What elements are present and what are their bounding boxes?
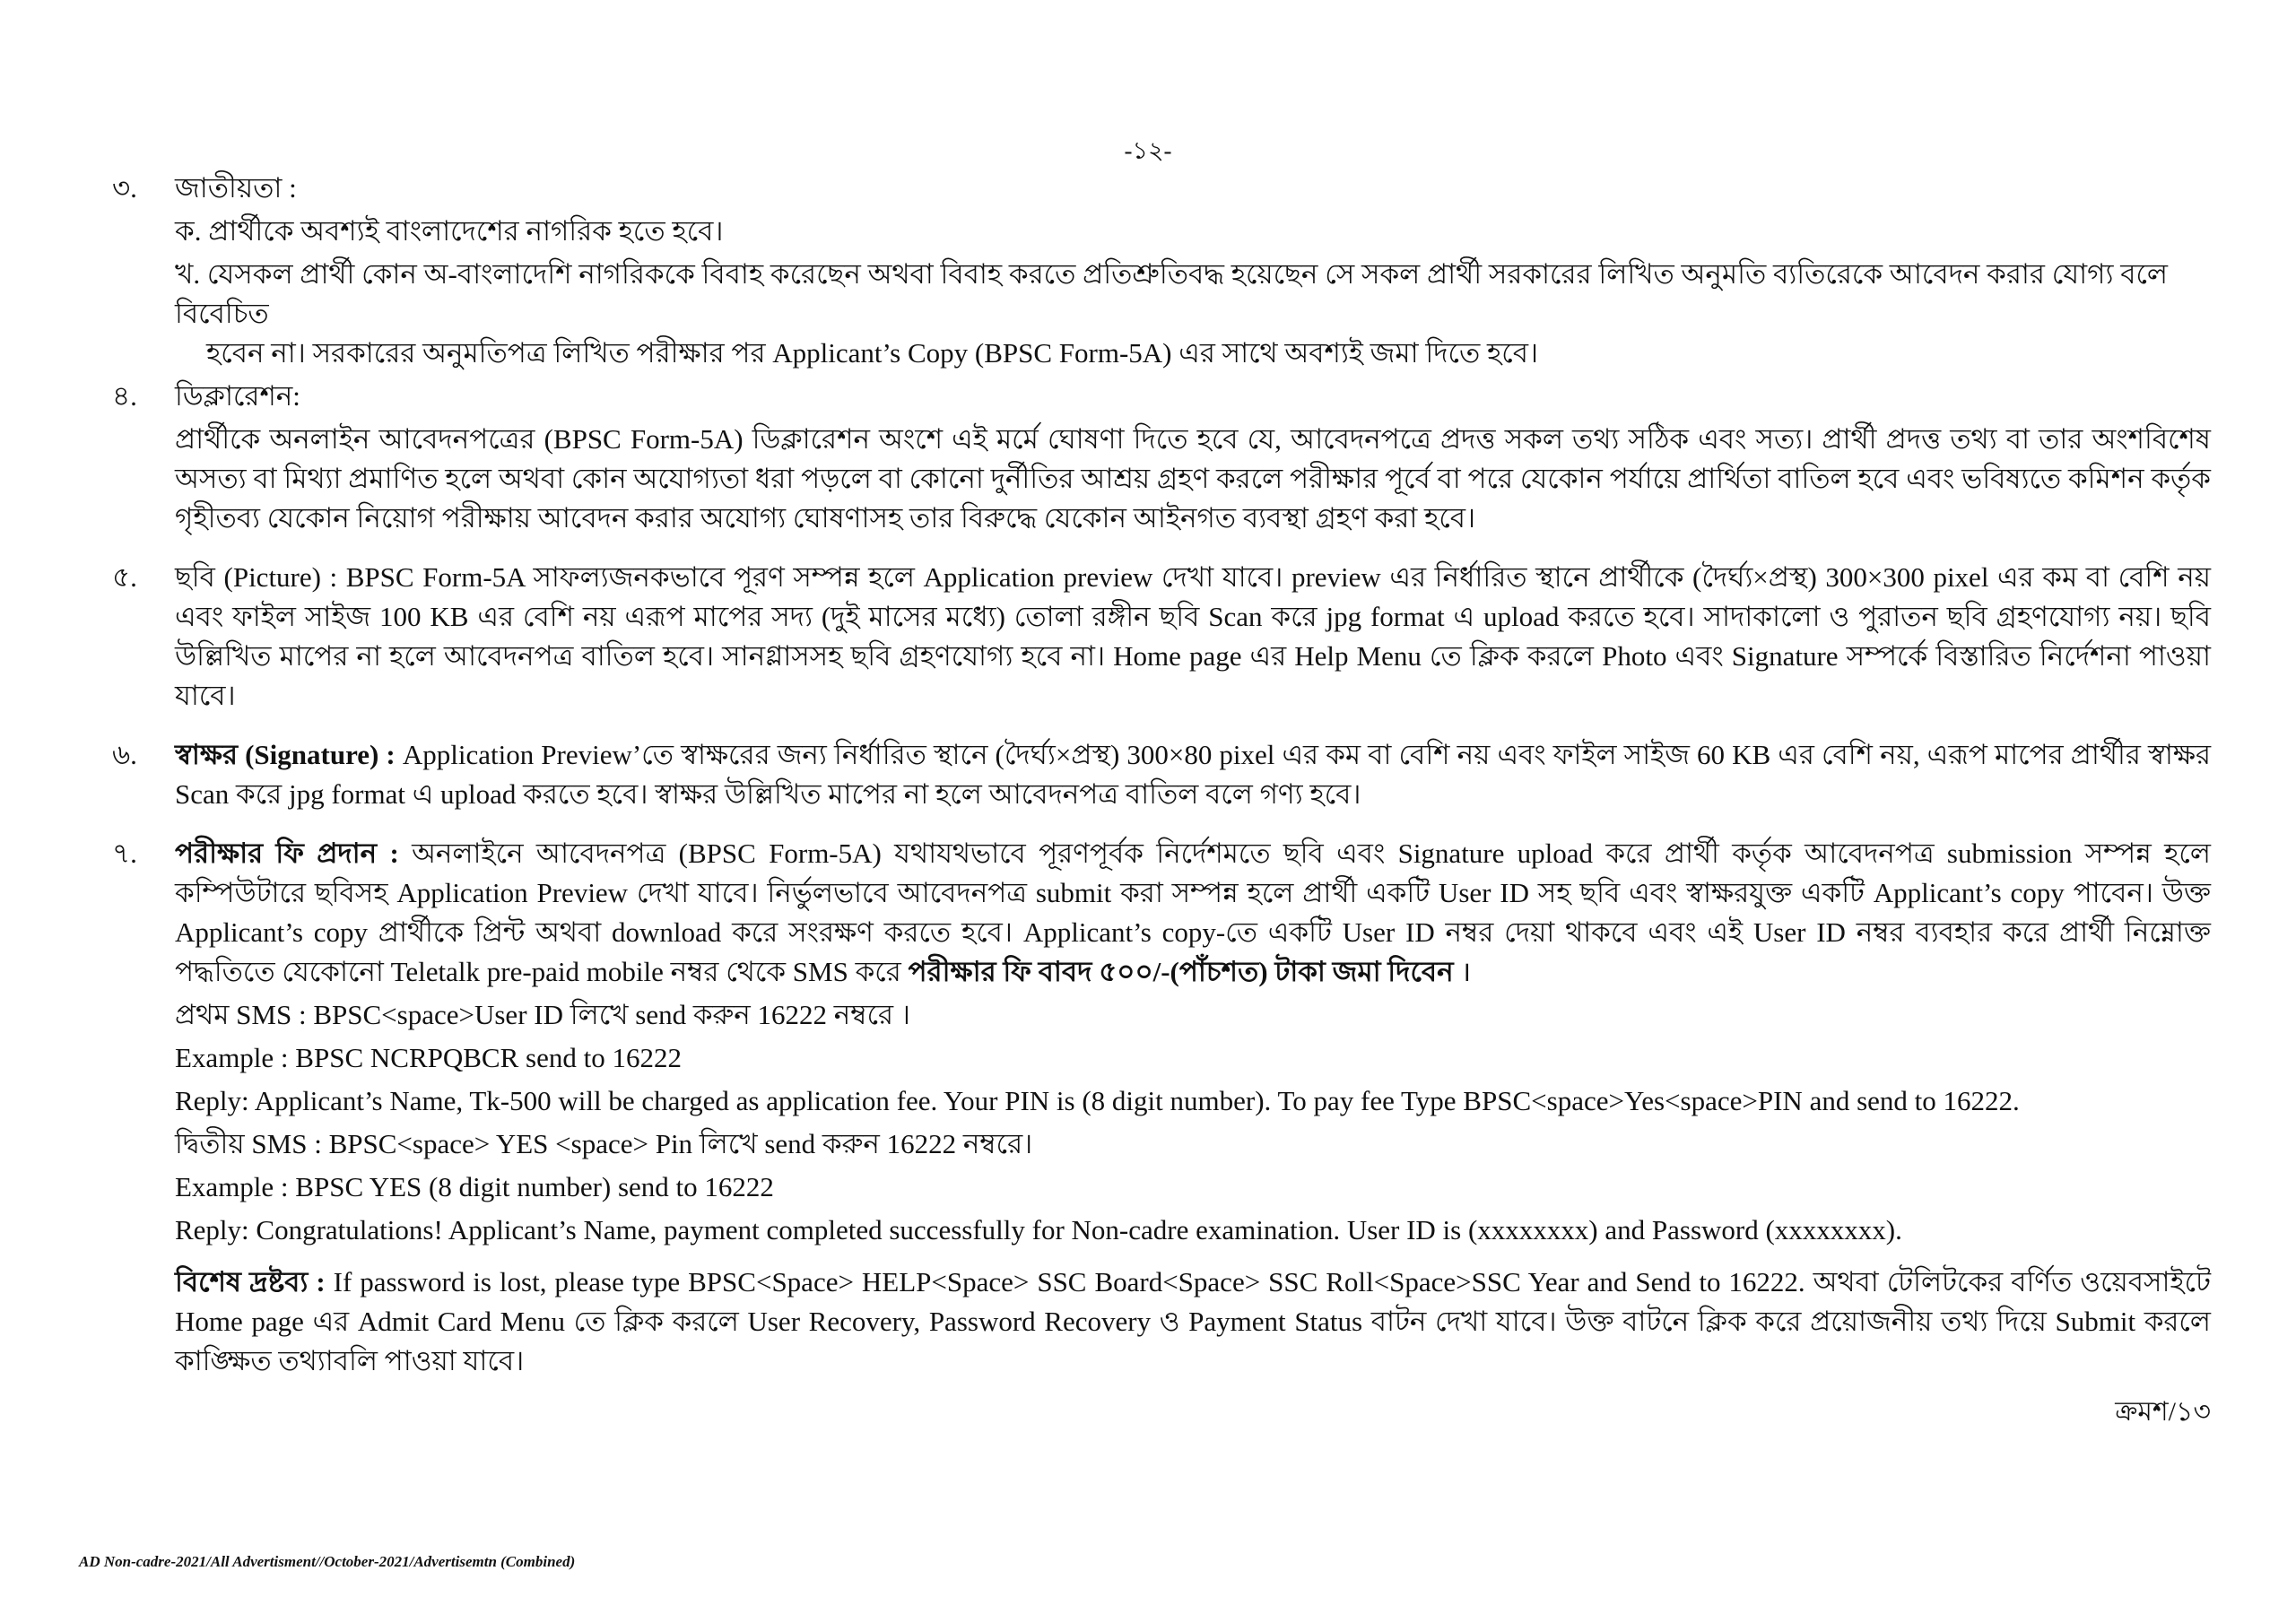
section-text: Application Preview’তে স্বাক্ষরের জন্য নির্ধারিত স্থানে (দৈর্ঘ্য×প্রস্থ) 300×80 pixel এর কম বা বেশি নয় এবং ফাইল সাইজ 60 KB এর বেশি নয়, এরূপ মাপের প্রার্থীর স্বাক্ষর Scan করে jpg format এ upload করতে হবে। স্বাক্ষর উল্লিখিত মাপের না হলে আবেদনপত্র বাতিল বলে গণ্য হবে। [175,739,2211,810]
first-sms-example: Example : BPSC NCRPQBCR send to 16222 [175,1042,682,1073]
section-exam-fee [112,834,2211,1381]
section-label: পরীক্ষার ফি প্রদান : [175,838,399,869]
first-sms-reply: Reply: Applicant’s Name, Tk-500 will be charged as application fee. Your PIN is (8 digit number). To pay fee Type BPSC<space>Yes<space>PIN and send to 16222. [175,1085,2020,1116]
section-declaration [112,377,2211,538]
page-number: -১২- [1124,137,1172,164]
section-number: ৭. [112,838,137,869]
section-body [175,834,2211,992]
section-number: ৩. [112,172,137,204]
continuation-marker: ক্রমশ/১৩ [2115,1397,2211,1427]
section-number: ৪. [112,380,137,412]
special-note-label: বিশেষ দ্রষ্টব্য : [175,1266,326,1298]
special-note-text: If password is lost, please type BPSC<Space> HELP<Space> SSC Board<Space> SSC Roll<Space>SSC Year and Send to 16222. অথবা টেলিটকের বর্ণিত ওয়েবসাইটে Home page এর Admit Card Menu তে ক্লিক করলে User Recovery, Password Recovery ও Payment Status বাটন দেখা যাবে। উক্ত বাটনে ক্লিক করে প্রয়োজনীয় তথ্য দিয়ে Submit করলে কাঙ্ক্ষিত তথ্যাবলি পাওয়া যাবে। [175,1266,2211,1376]
document-body [112,169,2211,1381]
section-body: ছবি (Picture) : BPSC Form-5A সাফল্যজনকভাবে পূরণ সম্পন্ন হলে Application preview দেখা যাবে। preview এর নির্ধারিত স্থানে প্রার্থীকে (দৈর্ঘ্য×প্রস্থ) 300×300 pixel এর কম বা বেশি নয় এবং ফাইল সাইজ 100 KB এর বেশি নয় এরূপ মাপের সদ্য (দুই মাসের মধ্যে) তোলা রঙ্গীন ছবি Scan করে jpg format এ upload করতে হবে। সাদাকালো ও পুরাতন ছবি গ্রহণযোগ্য নয়। ছবি উল্লিখিত মাপের না হলে আবেদনপত্র বাতিল হবে। সানগ্লাসসহ ছবি গ্রহণযোগ্য হবে না। Home page এর Help Menu তে ক্লিক করলে Photo এবং Signature সম্পর্কে বিস্তারিত নির্দেশনা পাওয়া যাবে। [175,561,2211,711]
special-note [175,1263,2211,1381]
fee-end: । [1453,956,1472,987]
clause-a: ক. প্রার্থীকে অবশ্যই বাংলাদেশের নাগরিক হতে হবে। [175,215,724,247]
section-number: ৫. [112,561,137,593]
first-sms-instruction: প্রথম SMS : BPSC<space>User ID লিখে send করুন 16222 নম্বরে । [175,999,910,1030]
section-body: প্রার্থীকে অনলাইন আবেদনপত্রের (BPSC Form-5A) ডিক্লারেশন অংশে এই মর্মে ঘোষণা দিতে হবে যে, আবেদনপত্রে প্রদত্ত সকল তথ্য সঠিক এবং সত্য। প্রার্থী প্রদত্ত তথ্য বা তার অংশবিশেষ অসত্য বা মিথ্যা প্রমাণিত হলে অথবা কোন অযোগ্যতা ধরা পড়লে বা কোনো দুর্নীতির আশ্রয় গ্রহণ করলে পরীক্ষার পূর্বে বা পরে যেকোন পর্যায়ে প্রার্থিতা বাতিল হবে এবং ভবিষ্যতে কমিশন কর্তৃক গৃহীতব্য যেকোন নিয়োগ পরীক্ষায় আবেদন করার অযোগ্য ঘোষণাসহ তার বিরুদ্ধে যেকোন আইনগত ব্যবস্থা গ্রহণ করা হবে। [175,423,2211,534]
second-sms-instruction: দ্বিতীয় SMS : BPSC<space> YES <space> Pin লিখে send করুন 16222 নম্বরে। [175,1128,1033,1159]
section-picture [112,558,2211,716]
fee-amount-text: পরীক্ষার ফি বাবদ ৫০০/-(পাঁচশত) টাকা জমা দিবেন [908,956,1454,987]
clause-b: খ. যেসকল প্রার্থী কোন অ-বাংলাদেশি নাগরিককে বিবাহ করেছেন অথবা বিবাহ করতে প্রতিশ্রুতিবদ্ধ হয়েছেন সে সকল প্রার্থী সরকারের লিখিত অনুমতি ব্যতিরেকে আবেদন করার যোগ্য বলে বিবেচিত [175,258,2169,329]
section-body [175,735,2211,814]
section-text: অনলাইনে আবেদনপত্র (BPSC Form-5A) যথাযথভাবে পূরণপূর্বক নির্দেশমতে ছবি এবং Signature upload করে প্রার্থী কর্তৃক আবেদনপত্র submission সম্পন্ন হলে কম্পিউটারে ছবিসহ Application Preview দেখা যাবে। নির্ভুলভাবে আবেদনপত্র submit করা সম্পন্ন হলে প্রার্থী একটি User ID সহ ছবি এবং স্বাক্ষরযুক্ত একটি Applicant’s copy পাবেন। উক্ত Applicant’s copy প্রার্থীকে প্রিন্ট অথবা download করে সংরক্ষণ করতে হবে। Applicant’s copy-তে একটি User ID নম্বর দেয়া থাকবে এবং এই User ID নম্বর ব্যবহার করে প্রার্থী নিম্নোক্ত পদ্ধতিতে যেকোনো Teletalk pre-paid mobile নম্বর থেকে SMS করে [175,838,2211,987]
second-sms-example: Example : BPSC YES (8 digit number) send to 16222 [175,1171,774,1202]
footer-file-path: AD Non-cadre-2021/All Advertisment//October-2021/Advertisemtn (Combined) [79,1553,576,1570]
section-label: স্বাক্ষর (Signature) : [175,739,396,770]
section-title: ডিক্লারেশন: [175,380,300,412]
section-title: জাতীয়তা : [175,172,297,204]
second-sms-reply: Reply: Congratulations! Applicant’s Name, payment completed successfully for Non-cadre examination. User ID is (xxxxxxxx) and Password (xxxxxxxx). [175,1214,1902,1245]
section-nationality [112,169,2211,373]
clause-b-continued: হবেন না। সরকারের অনুমতিপত্র লিখিত পরীক্ষার পর Applicant’s Copy (BPSC Form-5A) এর সাথে অবশ্যই জমা দিতে হবে। [206,337,1539,369]
section-number: ৬. [112,739,137,770]
section-signature [112,735,2211,814]
